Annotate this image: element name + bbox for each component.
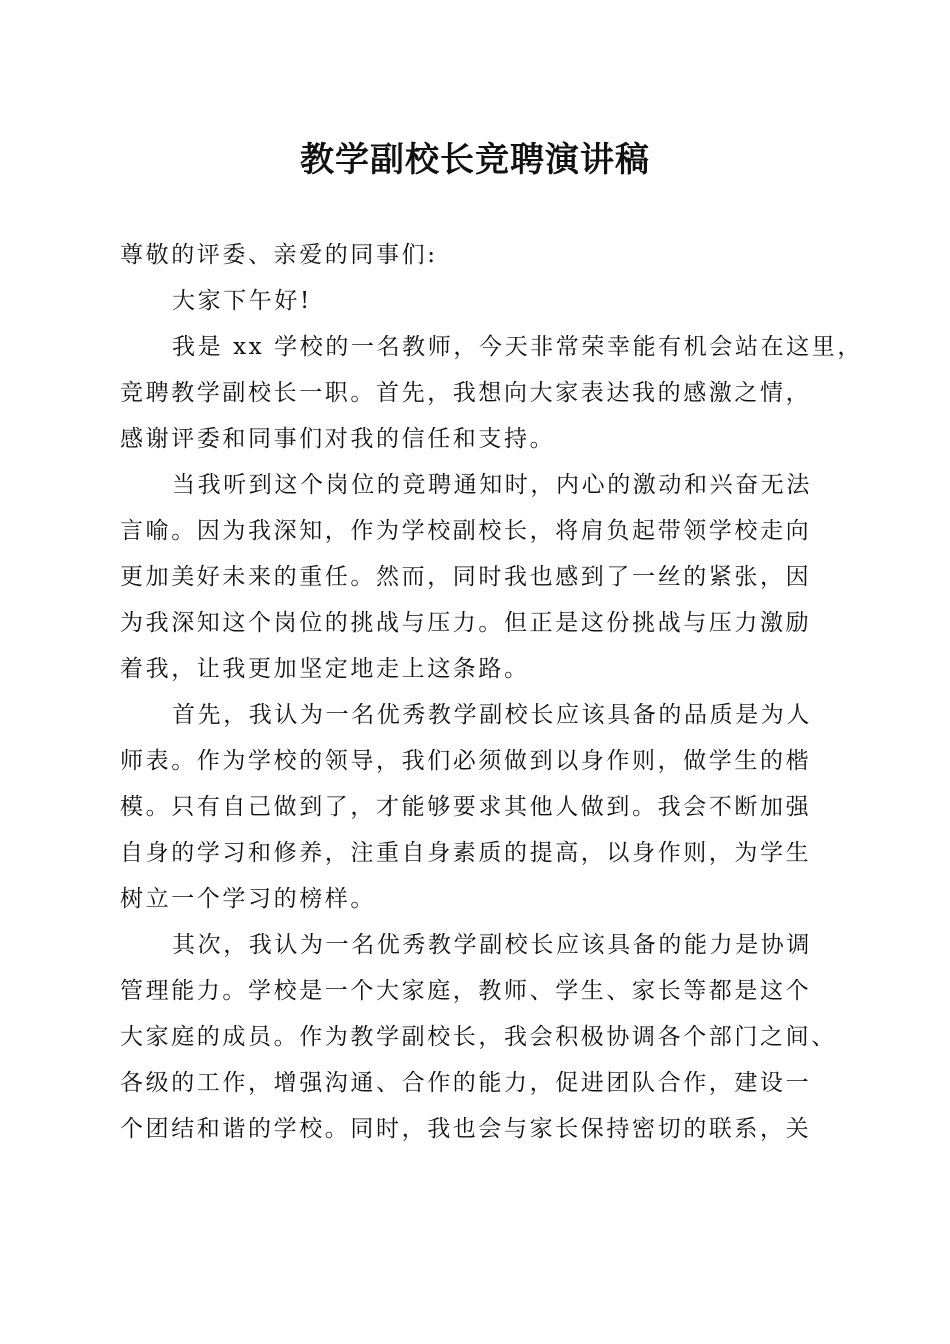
paragraph-1-line-3: 感谢评委和同事们对我的信任和支持。 — [120, 426, 556, 452]
paragraph-4-line-3: 大家庭的成员。作为教学副校长，我会积极协调各个部门之间、 — [120, 1024, 837, 1050]
paragraph-4-line-1: 其次，我认为一名优秀教学副校长应该具备的能力是协调 — [172, 932, 812, 958]
salutation-line: 尊敬的评委、亲爱的同事们: — [120, 242, 438, 268]
paragraph-3-line-2: 师表。作为学校的领导，我们必须做到以身作则，做学生的楷 — [120, 748, 812, 774]
greeting-line: 大家下午好! — [172, 288, 312, 314]
document-title: 教学副校长竞聘演讲稿 — [300, 140, 650, 180]
paragraph-2-line-4: 为我深知这个岗位的挑战与压力。但正是这份挑战与压力激励 — [120, 610, 812, 636]
paragraph-4-line-2: 管理能力。学校是一个大家庭，教师、学生、家长等都是这个 — [120, 978, 812, 1004]
paragraph-2-line-5: 着我，让我更加坚定地走上这条路。 — [120, 656, 530, 682]
document-body — [120, 232, 863, 1152]
paragraph-3-line-5: 树立一个学习的榜样。 — [120, 886, 376, 912]
paragraph-2-line-3: 更加美好未来的重任。然而，同时我也感到了一丝的紧张，因 — [120, 564, 812, 590]
paragraph-4-line-4: 各级的工作，增强沟通、合作的能力，促进团队合作，建设一 — [120, 1070, 812, 1096]
paragraph-3-line-1: 首先，我认为一名优秀教学副校长应该具备的品质是为人 — [172, 702, 812, 728]
paragraph-3-line-4: 自身的学习和修养，注重自身素质的提高，以身作则，为学生 — [120, 840, 812, 866]
paragraph-2-line-2: 言喻。因为我深知，作为学校副校长，将肩负起带领学校走向 — [120, 518, 812, 544]
paragraph-4-line-5: 个团结和谐的学校。同时，我也会与家长保持密切的联系，关 — [120, 1116, 812, 1142]
paragraph-2-line-1: 当我听到这个岗位的竞聘通知时，内心的激动和兴奋无法 — [172, 472, 812, 498]
paragraph-1-line-2: 竞聘教学副校长一职。首先，我想向大家表达我的感激之情， — [120, 380, 812, 406]
paragraph-1-line-1: 我是 xx 学校的一名教师，今天非常荣幸能有机会站在这里， — [172, 334, 863, 360]
paragraph-3-line-3: 模。只有自己做到了，才能够要求其他人做到。我会不断加强 — [120, 794, 812, 820]
